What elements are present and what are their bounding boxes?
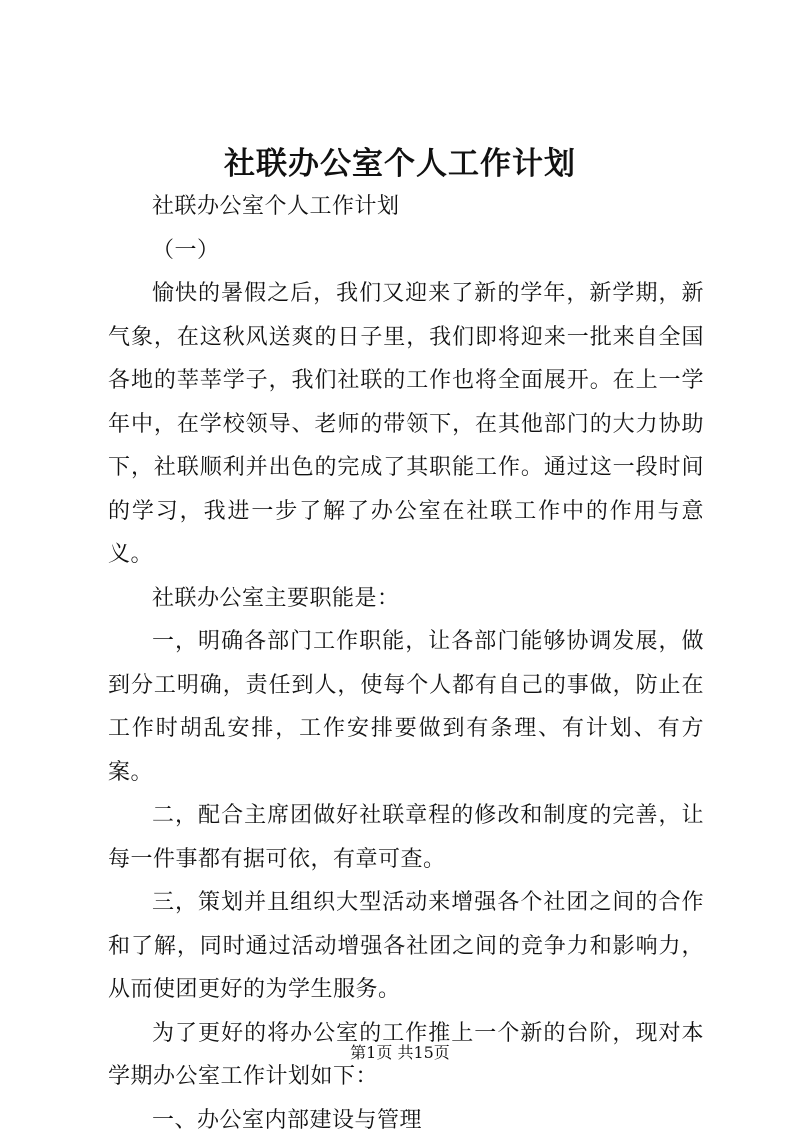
document-title: 社联办公室个人工作计划 [0, 142, 800, 186]
paragraph-duties-heading: 社联办公室主要职能是： [108, 577, 704, 621]
paragraph-section-marker: （一） [108, 229, 704, 273]
paragraph-duty-1: 一，明确各部门工作职能，让各部门能够协调发展，做到分工明确，责任到人，使每个人都有自己的事做，防止在工作时胡乱安排，工作安排要做到有条理、有计划、有方案。 [108, 620, 704, 794]
paragraph-plan-intro: 为了更好的将办公室的工作推上一个新的台阶，现对本学期办公室工作计划如下： [108, 1012, 704, 1099]
paragraph-duty-3: 三，策划并且组织大型活动来增强各个社团之间的合作和了解，同时通过活动增强各社团之间的竞争力和影响力，从而使团更好的为学生服务。 [108, 881, 704, 1012]
page-number-footer: 第1页 共15页 [0, 1042, 800, 1064]
paragraph-duty-2: 二，配合主席团做好社联章程的修改和制度的完善，让每一件事都有据可依，有章可查。 [108, 794, 704, 881]
paragraph-intro: 愉快的暑假之后，我们又迎来了新的学年，新学期，新气象，在这秋风送爽的日子里，我们即将迎来一批来自全国各地的莘莘学子，我们社联的工作也将全面展开。在上一学年中，在学校领导、老师的带领下，在其他部门的大力协助下，社联顺利并出色的完成了其职能工作。通过这一段时间的学习，我进一步了解了办公室在社联工作中的作用与意义。 [108, 272, 704, 577]
paragraph-subtitle: 社联办公室个人工作计划 [108, 185, 704, 229]
paragraph-section-1-heading: 一、办公室内部建设与管理 [108, 1099, 704, 1142]
document-body [108, 185, 704, 1142]
